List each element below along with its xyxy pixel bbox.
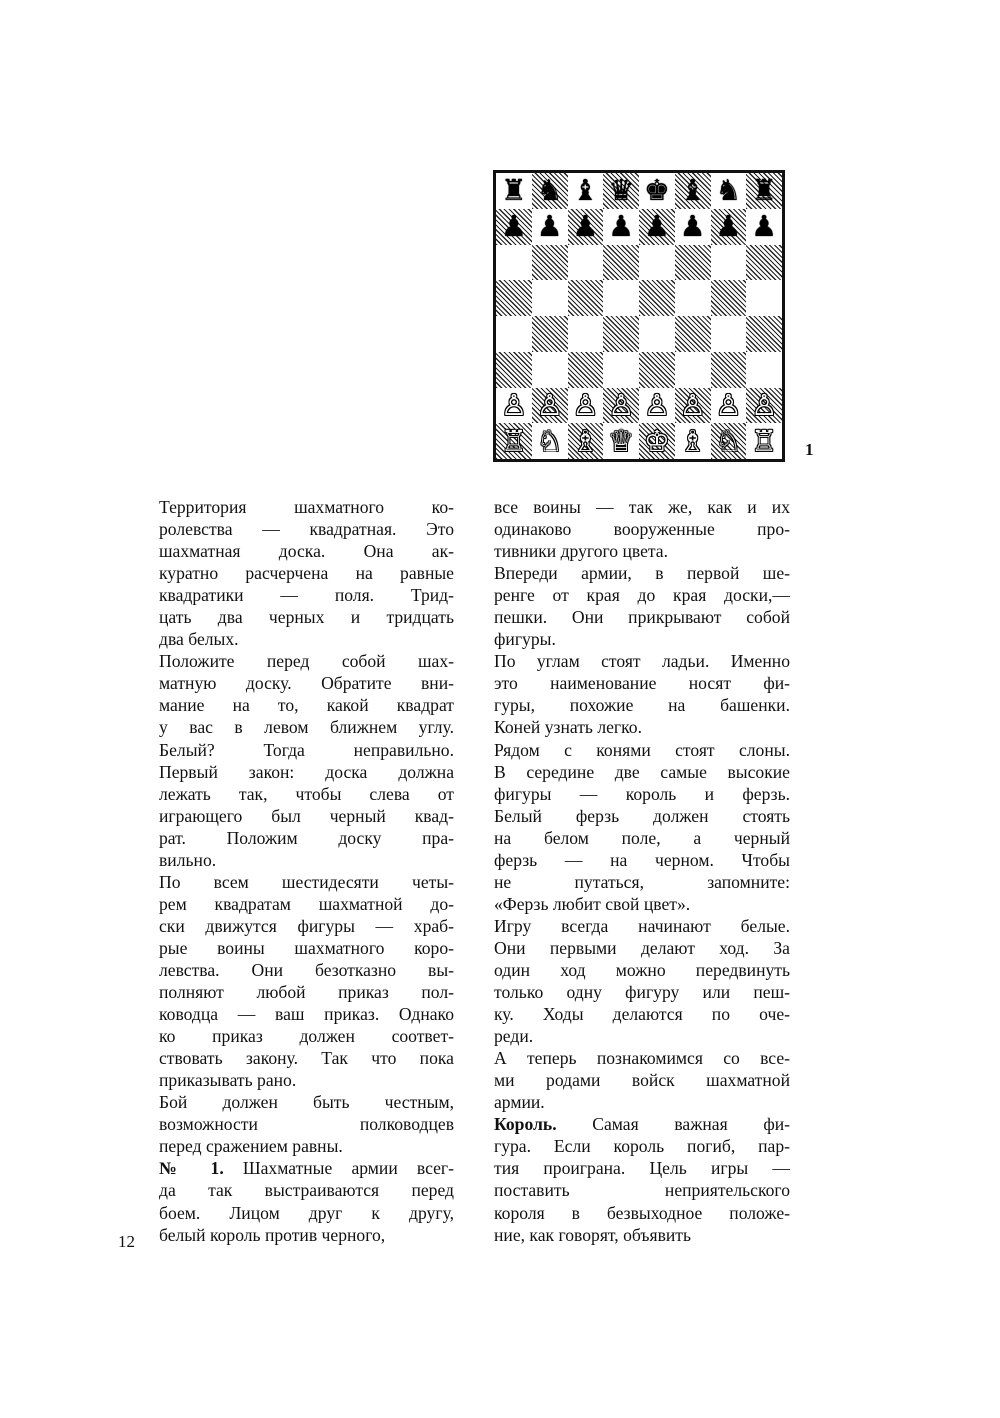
board-square [746, 280, 782, 316]
left-text-column [159, 496, 454, 1246]
paragraph [494, 562, 790, 650]
board-square [639, 352, 675, 388]
board-square [639, 388, 675, 424]
text-line: на белом поле, а черный [494, 827, 790, 848]
text-line: Белый ферзь должен стоять [494, 805, 790, 826]
board-square [496, 173, 532, 209]
board-square [639, 173, 675, 209]
text-line: ко приказ должен соответ- [159, 1026, 454, 1047]
board-square [639, 316, 675, 352]
board-square [603, 245, 639, 281]
board-square [675, 316, 711, 352]
board-square [675, 423, 711, 459]
text-line: одинаково вооруженные про- [494, 519, 790, 540]
text-line: перед сражением равны. [159, 1136, 343, 1157]
text-line: Бой должен быть честным, [159, 1092, 454, 1113]
board-square [568, 423, 604, 459]
text-line: возможности полководцев [159, 1114, 454, 1135]
text-line: ски движутся фигуры — храб- [159, 915, 454, 936]
board-square [496, 388, 532, 424]
text-line: ролевства — квадратная. Это [159, 519, 454, 540]
text-line: тия проиграна. Цель игры — [494, 1158, 790, 1179]
paragraph [494, 650, 790, 738]
board-square [568, 173, 604, 209]
text-line: матную доску. Обратите вни- [159, 673, 454, 694]
chess-piece: ♟ [643, 209, 670, 244]
board-square [746, 245, 782, 281]
text-line: ми родами войск шахматной [494, 1070, 790, 1091]
paragraph [494, 496, 790, 562]
chess-piece: ♟ [715, 209, 742, 244]
chess-piece: ♜ [751, 173, 778, 208]
text-line: Первый закон: доска должна [159, 761, 454, 782]
text-line: Белый? Тогда неправильно. [159, 739, 454, 760]
board-square [675, 245, 711, 281]
board-square [711, 173, 747, 209]
chess-piece: ♛ [608, 173, 635, 208]
paragraph [159, 871, 454, 1091]
board-square [746, 173, 782, 209]
text-line: фигуры. [494, 629, 556, 650]
bold-heading: № 1. [159, 1158, 224, 1179]
board-square [496, 423, 532, 459]
page-number: 12 [118, 1232, 135, 1251]
text-line: шахматная доска. Она ак- [159, 541, 454, 562]
board-square [746, 423, 782, 459]
paragraph [159, 496, 454, 650]
text-line: ренге от края до края доски,— [494, 585, 790, 606]
board-square [675, 209, 711, 245]
board-square [496, 352, 532, 388]
text-line: да так выстраиваются перед [159, 1180, 454, 1201]
chess-piece: ♗ [679, 423, 706, 458]
chess-piece: ♙ [536, 387, 563, 422]
chess-piece: ♞ [536, 173, 563, 208]
board-square [711, 245, 747, 281]
paragraph [494, 1047, 790, 1113]
text-line: полняют любой приказ пол- [159, 982, 454, 1003]
chess-piece: ♙ [679, 387, 706, 422]
paragraph [494, 915, 790, 1047]
line-text: Шахматные армии всег- [223, 1158, 454, 1179]
chess-piece: ♟ [572, 209, 599, 244]
board-square [746, 209, 782, 245]
chess-piece: ♙ [751, 387, 778, 422]
board-square [568, 388, 604, 424]
text-line: ководца — ваш приказ. Однако [159, 1004, 454, 1025]
text-line: это наименование носят фи- [494, 673, 790, 694]
board-square [532, 280, 568, 316]
board-square [675, 280, 711, 316]
text-line: левства. Они безотказно вы- [159, 959, 454, 980]
board-square [746, 388, 782, 424]
chess-piece: ♙ [608, 387, 635, 422]
board-square [639, 280, 675, 316]
chess-piece: ♟ [500, 209, 527, 244]
text-line: не путаться, запомните: [494, 871, 790, 892]
board-square [532, 423, 568, 459]
text-line: два белых. [159, 629, 239, 650]
text-line [494, 1113, 790, 1135]
line-text: Самая важная фи- [556, 1114, 790, 1135]
board-square [639, 209, 675, 245]
text-line: белый король против черного, [159, 1224, 386, 1245]
board-square [532, 316, 568, 352]
text-line: лежать так, чтобы слева от [159, 783, 454, 804]
text-line: Положите перед собой шах- [159, 651, 454, 672]
board-square [568, 280, 604, 316]
board-square [639, 423, 675, 459]
chess-piece: ♟ [751, 209, 778, 244]
board-square [603, 388, 639, 424]
paragraph [159, 1157, 454, 1245]
board-square [603, 173, 639, 209]
chess-piece: ♘ [715, 423, 742, 458]
text-line: Рядом с конями стоят слоны. [494, 739, 790, 760]
chess-piece: ♙ [572, 387, 599, 422]
board-square [603, 316, 639, 352]
text-line: Коней узнать легко. [494, 717, 642, 738]
text-line: короля в безвыходное положе- [494, 1202, 790, 1223]
text-line: ку. Ходы делаются по оче- [494, 1004, 790, 1025]
text-line: рем квадратам шахматной до- [159, 893, 454, 914]
chess-piece: ♖ [500, 423, 527, 458]
paragraph [494, 739, 790, 915]
chess-piece: ♙ [643, 387, 670, 422]
chessboard-figure [493, 170, 785, 462]
paragraph [494, 1113, 790, 1245]
text-line: В середине две самые высокие [494, 761, 790, 782]
chess-piece: ♝ [572, 173, 599, 208]
text-line: только одну фигуру или пеш- [494, 982, 790, 1003]
text-line: приказывать рано. [159, 1070, 297, 1091]
text-line: квадратики — поля. Трид- [159, 585, 454, 606]
right-text-column [494, 496, 790, 1246]
text-line: Игру всегда начинают белые. [494, 915, 790, 936]
board-square [568, 316, 604, 352]
chess-piece: ♝ [679, 173, 706, 208]
board-square [675, 388, 711, 424]
board-square [711, 209, 747, 245]
text-line: Впереди армии, в первой ше- [494, 563, 790, 584]
chess-piece: ♔ [643, 423, 670, 458]
text-line: ферзь — на черном. Чтобы [494, 849, 790, 870]
text-line: реди. [494, 1026, 534, 1047]
text-line: рат. Положим доску пра- [159, 827, 454, 848]
text-line: ние, как говорят, объявить [494, 1224, 692, 1245]
chess-piece: ♙ [715, 387, 742, 422]
text-line: «Ферзь любит свой цвет». [494, 893, 691, 914]
text-line: один ход можно передвинуть [494, 959, 790, 980]
text-line: куратно расчерчена на равные [159, 563, 454, 584]
board-square [675, 173, 711, 209]
board-square [496, 316, 532, 352]
chess-piece: ♟ [679, 209, 706, 244]
board-square [711, 423, 747, 459]
board-square [532, 173, 568, 209]
board-square [603, 352, 639, 388]
text-line: фигуры — король и ферзь. [494, 783, 790, 804]
board-square [496, 280, 532, 316]
text-line: боем. Лицом друг к другу, [159, 1202, 454, 1223]
paragraph [159, 650, 454, 870]
chess-piece: ♟ [608, 209, 635, 244]
text-line: А теперь познакомимся со все- [494, 1048, 790, 1069]
board-square [532, 245, 568, 281]
board-square [532, 352, 568, 388]
text-line: цать два черных и тридцать [159, 607, 454, 628]
figure-number: 1 [805, 440, 814, 459]
board-square [639, 245, 675, 281]
text-line: гура. Если король погиб, пар- [494, 1136, 790, 1157]
text-line: По всем шестидесяти четы- [159, 871, 454, 892]
board-square [746, 352, 782, 388]
board-square [603, 209, 639, 245]
board-square [532, 388, 568, 424]
board-square [711, 280, 747, 316]
board-square [496, 209, 532, 245]
chess-piece: ♗ [572, 423, 599, 458]
board-square [496, 245, 532, 281]
text-line: Они первыми делают ход. За [494, 937, 790, 958]
chess-piece: ♖ [751, 423, 778, 458]
board-square [568, 352, 604, 388]
paragraph [159, 1091, 454, 1157]
text-line: тивники другого цвета. [494, 541, 669, 562]
chess-piece: ♚ [643, 173, 670, 208]
chess-piece: ♕ [608, 423, 635, 458]
chess-piece: ♘ [536, 423, 563, 458]
text-line [159, 1157, 454, 1179]
text-line: все воины — так же, как и их [494, 497, 790, 517]
board-square [746, 316, 782, 352]
text-line: у вас в левом ближнем углу. [159, 717, 454, 738]
board-square [568, 209, 604, 245]
bold-heading: Король. [494, 1114, 557, 1135]
board-square [711, 352, 747, 388]
text-line: вильно. [159, 849, 217, 870]
board-square [603, 280, 639, 316]
text-line: гуры, похожие на башенки. [494, 695, 790, 716]
board-square [532, 209, 568, 245]
chess-piece: ♜ [500, 173, 527, 208]
board-square [711, 316, 747, 352]
board-square [568, 245, 604, 281]
text-line: играющего был черный квад- [159, 805, 454, 826]
text-line: По углам стоят ладьи. Именно [494, 651, 790, 672]
board-square [711, 388, 747, 424]
chess-piece: ♞ [715, 173, 742, 208]
text-line: армии. [494, 1092, 545, 1113]
text-line: рые воины шахматного коро- [159, 937, 454, 958]
board-square [603, 423, 639, 459]
board-square [675, 352, 711, 388]
chess-piece: ♙ [500, 387, 527, 422]
text-line: мание на то, какой квадрат [159, 695, 454, 716]
text-line: ствовать закону. Так что пока [159, 1048, 454, 1069]
text-line: пешки. Они прикрывают собой [494, 607, 790, 628]
text-line: поставить неприятельского [494, 1180, 790, 1201]
chess-piece: ♟ [536, 209, 563, 244]
text-line: Территория шахматного ко- [159, 497, 454, 517]
